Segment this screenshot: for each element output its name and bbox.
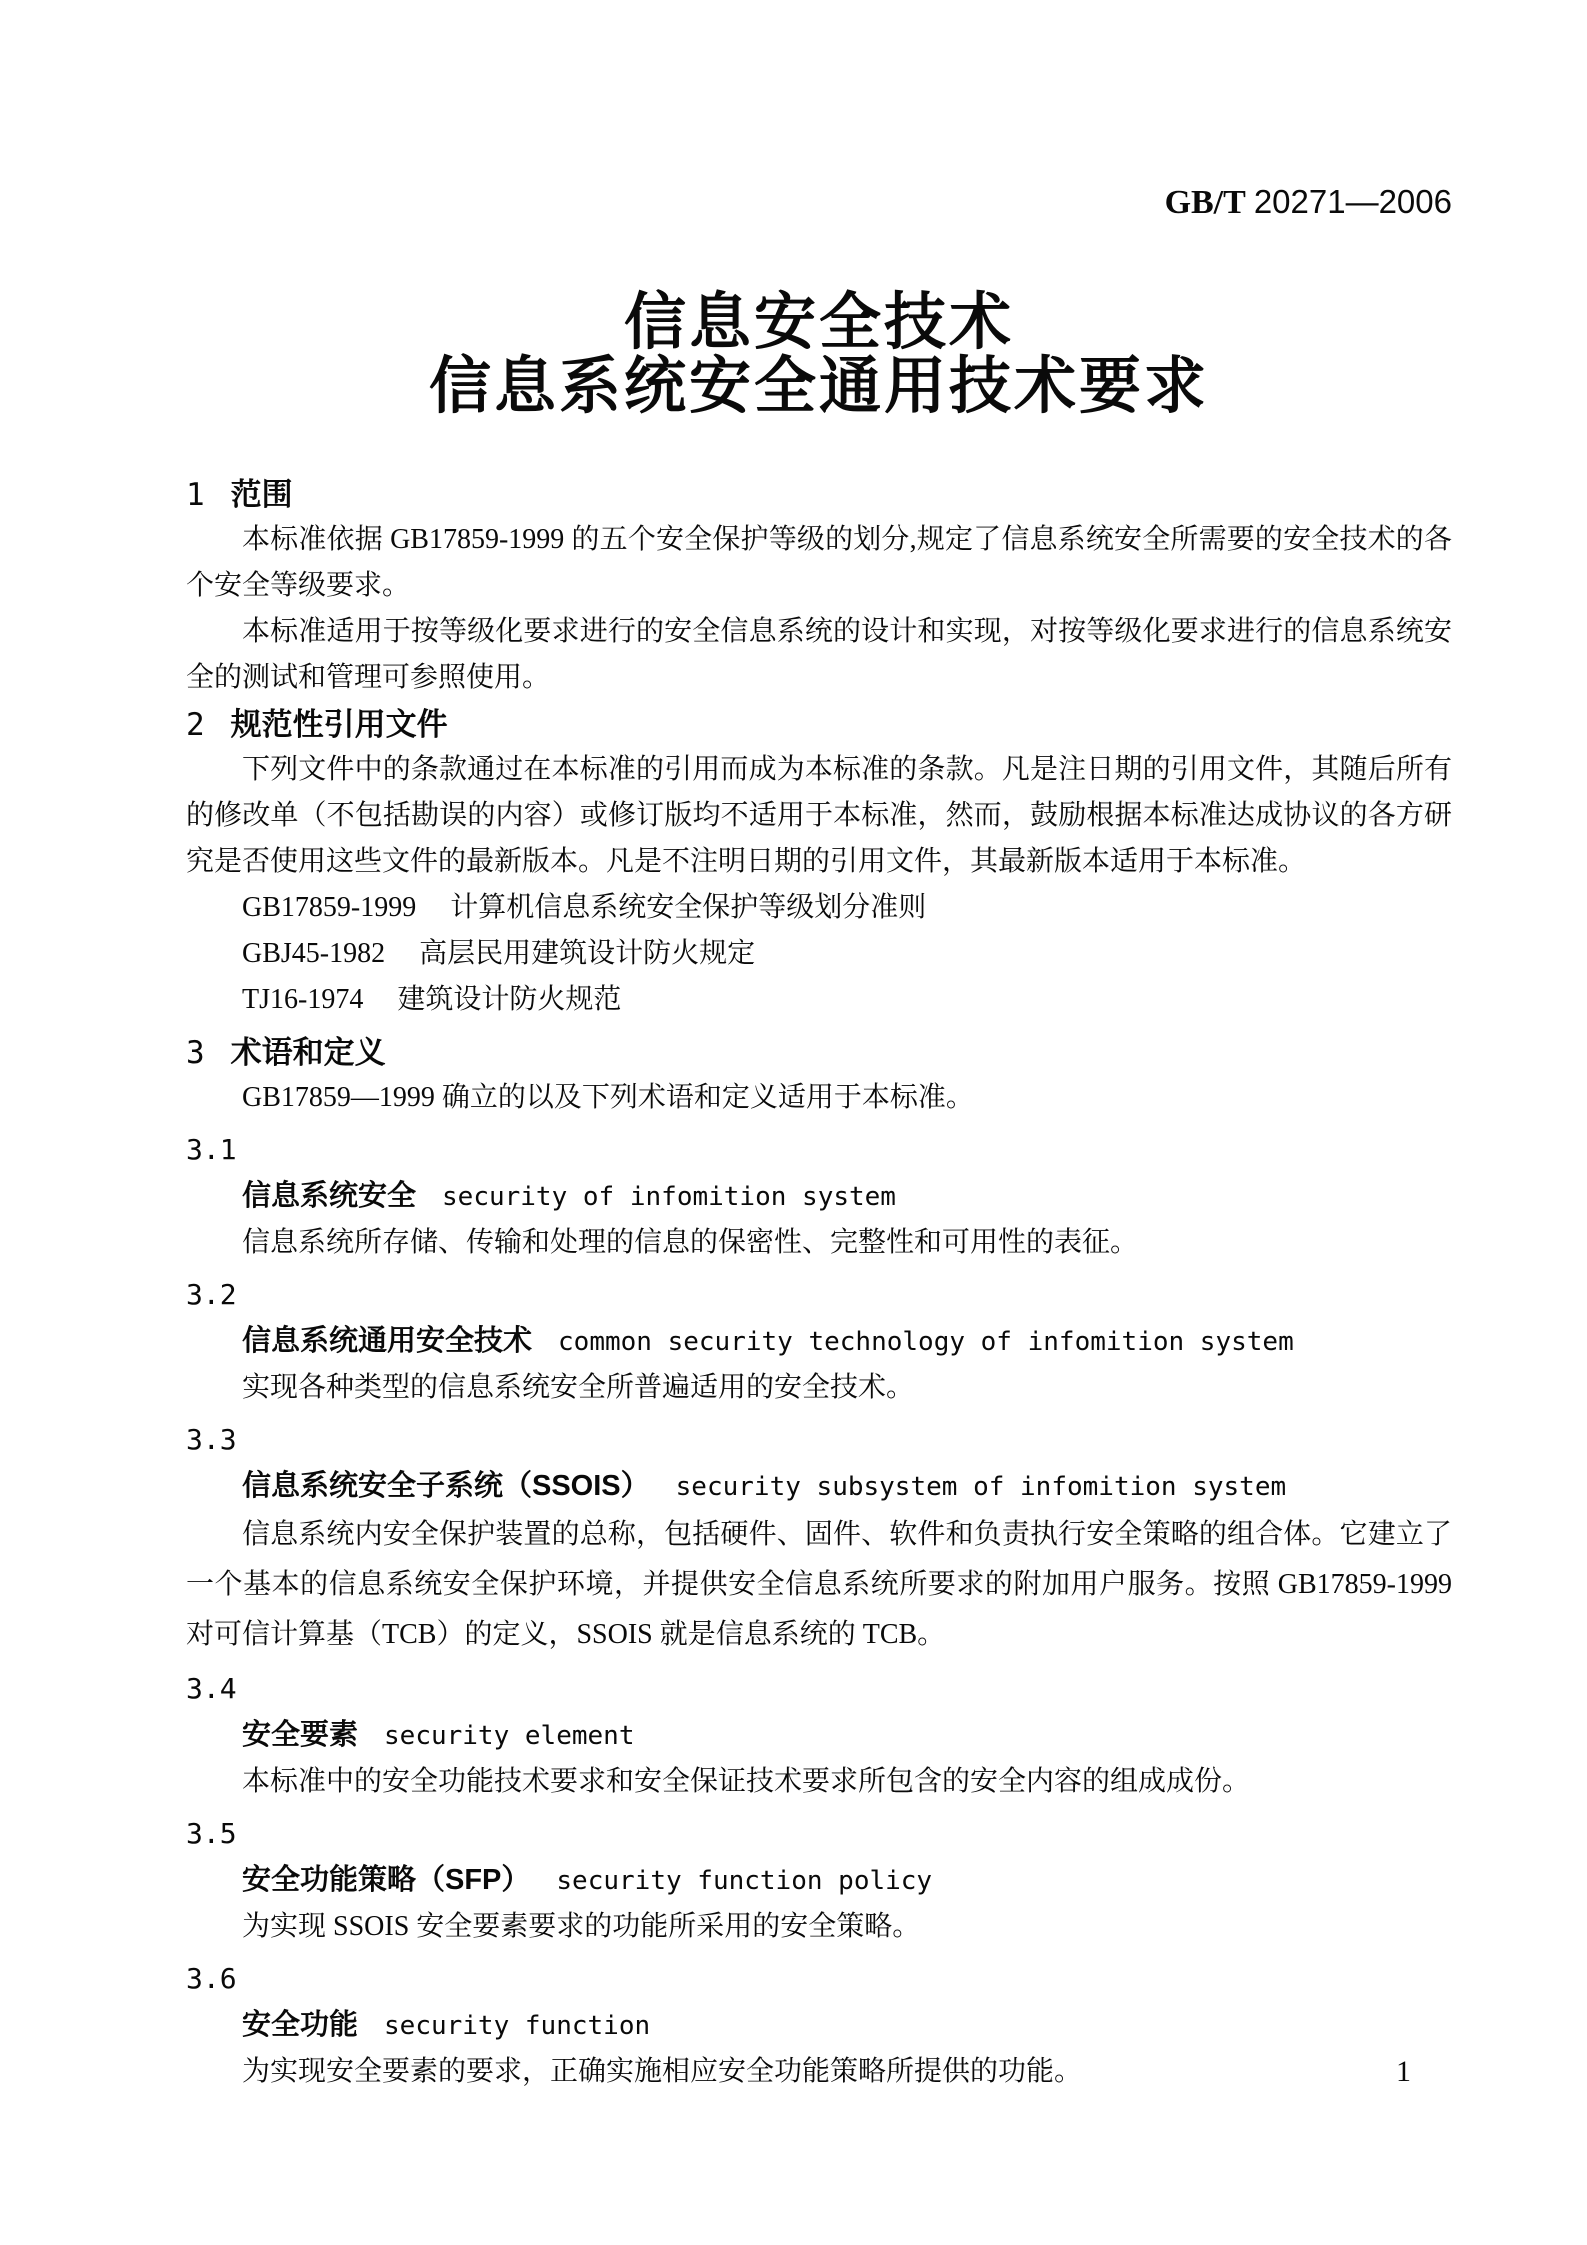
term-name-zh: 信息系统安全 — [242, 1180, 417, 1212]
term-name-en: common security technology of infomition system — [558, 1327, 1294, 1357]
section-2-heading — [186, 703, 1452, 747]
term-id: 3.4 — [186, 1672, 237, 1705]
term-block-3-4 — [186, 1666, 1452, 1805]
section-2-number: 2 — [186, 707, 205, 743]
title-line-1: 信息安全技术 — [623, 288, 1014, 357]
normative-reference — [186, 931, 1452, 977]
term-block-3-6 — [186, 1956, 1452, 2095]
term-name-zh: 安全要素 — [242, 1719, 359, 1751]
page-number: 1 — [1396, 2055, 1411, 2088]
term-name-en: security subsystem of infomition system — [675, 1472, 1287, 1502]
normative-reference — [186, 885, 1452, 931]
term-definition: 信息系统内安全保护装置的总称，包括硬件、固件、软件和负责执行安全策略的组合体。它建立了一个基本的信息系统安全保护环境，并提供安全信息系统所要求的附加用户服务。按照 GB17859-1999 对可信计算基（TCB）的定义，SSOIS 就是信息系统的 TCB。 — [186, 1519, 1452, 1650]
term-name-zh: 安全功能 — [242, 2009, 359, 2041]
term-name-zh: 安全功能策略（SFP） — [242, 1864, 531, 1896]
term-id: 3.2 — [186, 1278, 237, 1311]
section-1-paragraph: 本标准依据 GB17859-1999 的五个安全保护等级的划分,规定了信息系统安全所需要的安全技术的各个安全等级要求。 — [186, 524, 1452, 601]
normative-reference — [186, 977, 1452, 1023]
term-heading — [186, 1712, 1452, 1759]
section-2-paragraph: 下列文件中的条款通过在本标准的引用而成为本标准的条款。凡是注日期的引用文件，其随后所有的修改单（不包括勘误的内容）或修订版均不适用于本标准，然而，鼓励根据本标准达成协议的各方研究是否使用这些文件的最新版本。凡是不注明日期的引用文件，其最新版本适用于本标准。 — [186, 754, 1452, 877]
term-id: 3.5 — [186, 1817, 237, 1850]
term-id: 3.1 — [186, 1133, 237, 1166]
standard-prefix: GB/T — [1164, 184, 1246, 221]
term-definition: 为实现安全要素的要求，正确实施相应安全功能策略所提供的功能。 — [242, 2056, 1083, 2087]
reference-code: GBJ45-1982 — [242, 938, 386, 969]
term-heading — [186, 1463, 1452, 1510]
term-id: 3.6 — [186, 1962, 237, 1995]
reference-title: 计算机信息系统安全保护等级划分准则 — [450, 892, 927, 923]
term-block-3-3 — [186, 1417, 1452, 1660]
section-3-number: 3 — [186, 1035, 205, 1071]
term-name-en: security function policy — [556, 1866, 933, 1896]
section-1-number: 1 — [186, 477, 205, 513]
section-1-heading — [186, 473, 1452, 517]
term-name-en: security of infomition system — [442, 1182, 896, 1212]
term-definition: 为实现 SSOIS 安全要素要求的功能所采用的安全策略。 — [242, 1911, 921, 1942]
term-name-en: security function — [384, 2011, 651, 2041]
section-3-title: 术语和定义 — [230, 1035, 386, 1070]
standard-number: 20271—2006 — [1253, 183, 1452, 220]
reference-code: TJ16-1974 — [242, 984, 364, 1015]
document-title — [186, 288, 1452, 421]
term-heading — [186, 1173, 1452, 1220]
section-3-heading — [186, 1031, 1452, 1075]
section-3-intro: GB17859—1999 确立的以及下列术语和定义适用于本标准。 — [242, 1082, 974, 1113]
term-heading — [186, 1318, 1452, 1365]
term-name-en: security element — [384, 1721, 635, 1751]
title-line-2: 信息系统安全通用技术要求 — [428, 352, 1209, 421]
term-definition: 信息系统所存储、传输和处理的信息的保密性、完整性和可用性的表征。 — [242, 1227, 1139, 1258]
document-number — [186, 184, 1452, 227]
term-name-zh: 信息系统安全子系统（SSOIS） — [242, 1470, 650, 1502]
term-name-zh: 信息系统通用安全技术 — [242, 1325, 533, 1357]
section-1-title: 范围 — [230, 477, 293, 512]
reference-code: GB17859-1999 — [242, 892, 417, 923]
term-id: 3.3 — [186, 1423, 237, 1456]
reference-title: 高层民用建筑设计防火规定 — [419, 938, 756, 969]
reference-title: 建筑设计防火规范 — [397, 984, 622, 1015]
section-1-paragraph: 本标准适用于按等级化要求进行的安全信息系统的设计和实现，对按等级化要求进行的信息系统安全的测试和管理可参照使用。 — [186, 616, 1452, 693]
term-definition: 实现各种类型的信息系统安全所普遍适用的安全技术。 — [242, 1372, 915, 1403]
term-block-3-2 — [186, 1272, 1452, 1411]
term-heading — [186, 1857, 1452, 1904]
term-block-3-1 — [186, 1127, 1452, 1266]
term-heading — [186, 2002, 1452, 2049]
section-2-title: 规范性引用文件 — [230, 707, 448, 742]
term-block-3-5 — [186, 1811, 1452, 1950]
term-definition: 本标准中的安全功能技术要求和安全保证技术要求所包含的安全内容的组成成份。 — [242, 1766, 1251, 1797]
